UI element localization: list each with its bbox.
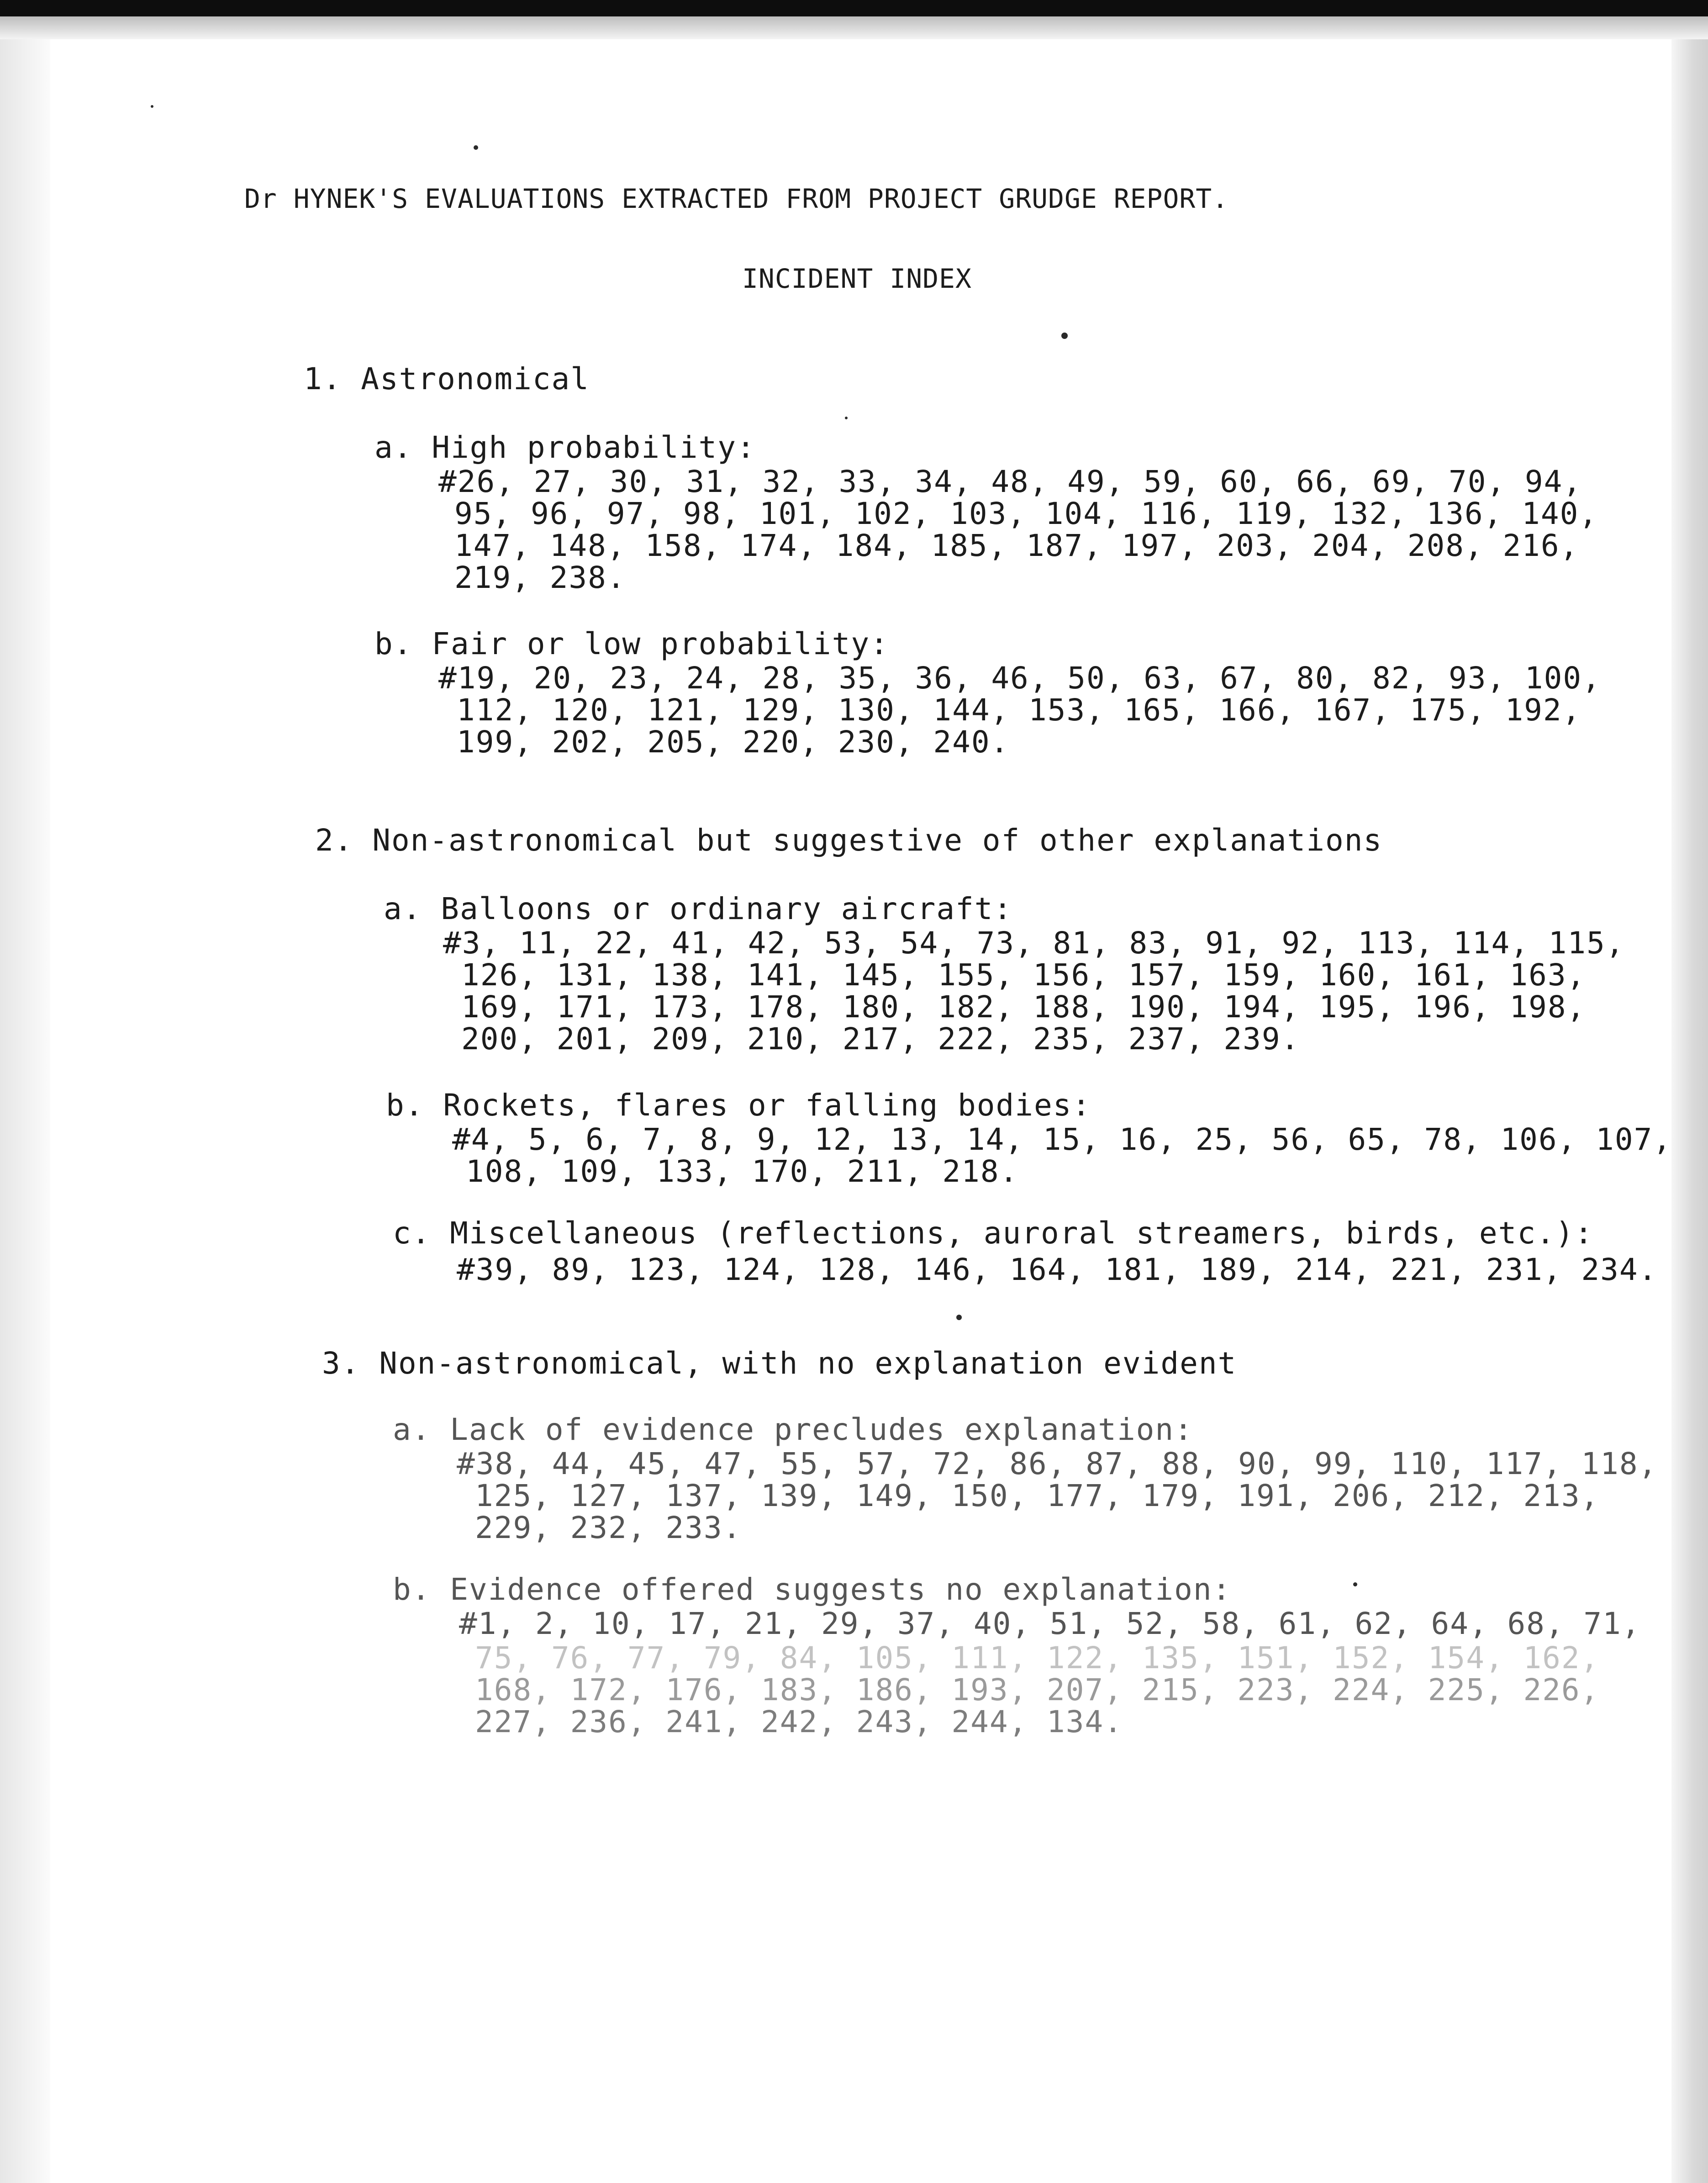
subsection-heading: a. High probability: bbox=[374, 430, 756, 465]
section-heading: 3. Non-astronomical, with no explanation evident bbox=[322, 1346, 1237, 1381]
document-title: Dr HYNEK'S EVALUATIONS EXTRACTED FROM PROJECT GRUDGE REPORT. bbox=[244, 183, 1229, 214]
incident-list-line: 200, 201, 209, 210, 217, 222, 235, 237, 239. bbox=[461, 1021, 1300, 1057]
incident-list-line: #39, 89, 123, 124, 128, 146, 164, 181, 189, 214, 221, 231, 234. bbox=[457, 1252, 1658, 1287]
scan-top-shadow bbox=[0, 16, 1708, 39]
incident-list-line: 126, 131, 138, 141, 145, 155, 156, 157, 159, 160, 161, 163, bbox=[461, 957, 1586, 993]
incident-list-line: 125, 127, 137, 139, 149, 150, 177, 179, 191, 206, 212, 213, bbox=[475, 1478, 1600, 1513]
scan-speck bbox=[151, 105, 153, 108]
subsection-heading: b. Evidence offered suggests no explanation: bbox=[393, 1572, 1232, 1607]
subsection-heading: a. Balloons or ordinary aircraft: bbox=[384, 891, 1013, 926]
incident-list-line: #1, 2, 10, 17, 21, 29, 37, 40, 51, 52, 58, 61, 62, 64, 68, 71, bbox=[459, 1606, 1641, 1641]
scan-speck bbox=[1353, 1582, 1357, 1586]
subsection-heading: b. Fair or low probability: bbox=[374, 626, 889, 661]
incident-list-line: 112, 120, 121, 129, 130, 144, 153, 165, 166, 167, 175, 192, bbox=[457, 692, 1581, 728]
subsection-heading: a. Lack of evidence precludes explanation: bbox=[393, 1412, 1193, 1447]
incident-list-line: #4, 5, 6, 7, 8, 9, 12, 13, 14, 15, 16, 25, 56, 65, 78, 106, 107, bbox=[452, 1122, 1672, 1157]
scan-top-border bbox=[0, 0, 1708, 16]
incident-list-line: 169, 171, 173, 178, 180, 182, 188, 190, 194, 195, 196, 198, bbox=[461, 989, 1586, 1025]
incident-list-line: #26, 27, 30, 31, 32, 33, 34, 48, 49, 59, 60, 66, 69, 70, 94, bbox=[438, 464, 1582, 499]
incident-list-line: #38, 44, 45, 47, 55, 57, 72, 86, 87, 88, 90, 99, 110, 117, 118, bbox=[457, 1446, 1658, 1481]
incident-list-line: 168, 172, 176, 183, 186, 193, 207, 215, 223, 224, 225, 226, bbox=[475, 1672, 1600, 1707]
scan-left-edge bbox=[0, 39, 50, 2183]
incident-list-line: #3, 11, 22, 41, 42, 53, 54, 73, 81, 83, 91, 92, 113, 114, 115, bbox=[443, 925, 1625, 961]
incident-list-line: 95, 96, 97, 98, 101, 102, 103, 104, 116, 119, 132, 136, 140, bbox=[454, 496, 1598, 531]
document-subtitle: INCIDENT INDEX bbox=[742, 263, 972, 294]
incident-list-line: 75, 76, 77, 79, 84, 105, 111, 122, 135, 151, 152, 154, 162, bbox=[475, 1640, 1600, 1676]
section-heading: 2. Non-astronomical but suggestive of other explanations bbox=[315, 823, 1383, 858]
section-heading: 1. Astronomical bbox=[304, 361, 590, 396]
subsection-heading: b. Rockets, flares or falling bodies: bbox=[386, 1088, 1091, 1123]
incident-list-line: 219, 238. bbox=[454, 560, 626, 595]
incident-list-line: 108, 109, 133, 170, 211, 218. bbox=[466, 1154, 1019, 1189]
subsection-heading: c. Miscellaneous (reflections, auroral streamers, birds, etc.): bbox=[393, 1216, 1594, 1251]
incident-list-line: 227, 236, 241, 242, 243, 244, 134. bbox=[475, 1704, 1123, 1739]
incident-list-line: #19, 20, 23, 24, 28, 35, 36, 46, 50, 63, 67, 80, 82, 93, 100, bbox=[438, 661, 1601, 696]
incident-list-line: 229, 232, 233. bbox=[475, 1510, 742, 1545]
scan-speck bbox=[956, 1315, 962, 1320]
scan-speck bbox=[845, 417, 848, 419]
incident-list-line: 147, 148, 158, 174, 184, 185, 187, 197, 203, 204, 208, 216, bbox=[454, 528, 1579, 563]
scan-speck bbox=[1061, 333, 1068, 339]
scan-speck bbox=[474, 145, 478, 150]
incident-list-line: 199, 202, 205, 220, 230, 240. bbox=[457, 724, 1010, 760]
scan-right-edge bbox=[1671, 39, 1708, 2183]
